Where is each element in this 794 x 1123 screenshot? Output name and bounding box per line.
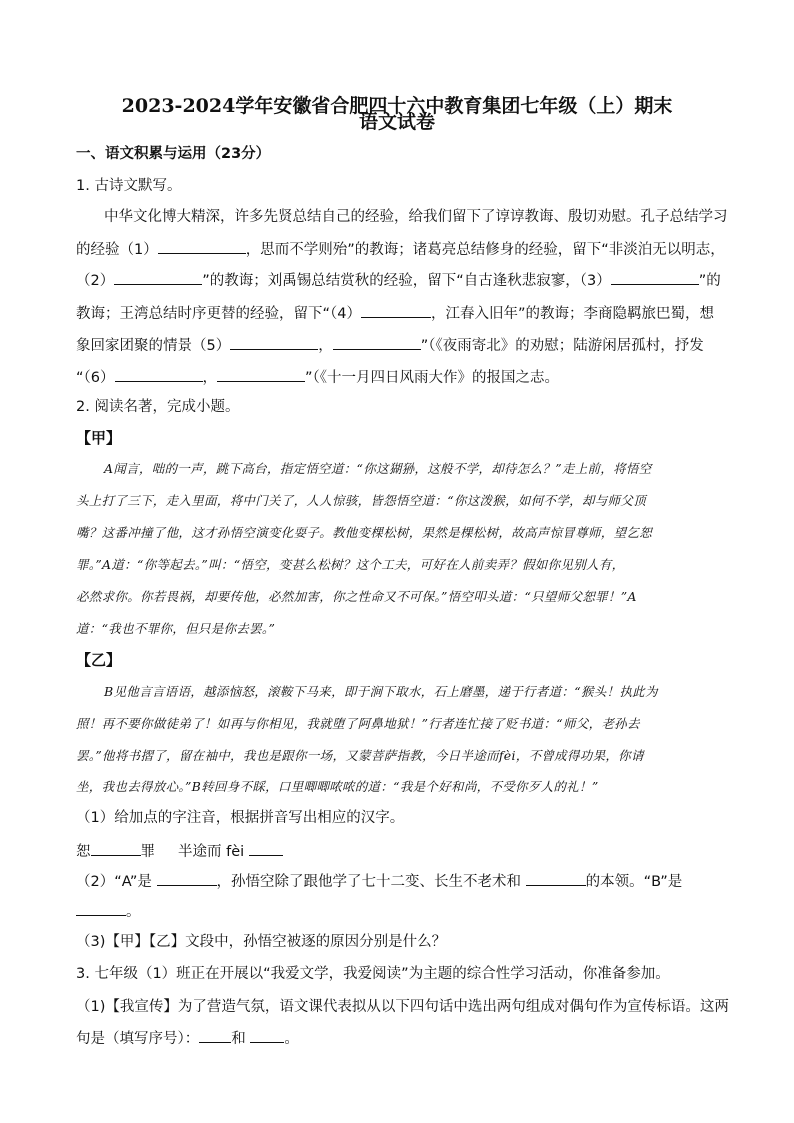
answer-blank[interactable] xyxy=(611,269,699,285)
q2-sub2-text: （2）“A”是 xyxy=(76,874,152,890)
answer-blank[interactable] xyxy=(230,334,318,350)
passage-label-yi: 【乙】 xyxy=(76,651,122,669)
answer-blank[interactable] xyxy=(157,870,217,886)
q1-line-4 xyxy=(76,302,714,324)
passage-jia-line: 头上打了三下，走入里面，将中门关了，人人惊骇，皆怨悟空道：“你这泼猴，如何不学，却与师父顶 xyxy=(76,493,646,508)
pinyin-prompt: 半途而 fèi xyxy=(178,844,245,860)
q1-text: ， xyxy=(318,338,333,354)
passage-jia-line: 必然求你。你若畏祸，却要传他，必然加害，你之性命又不可保。”悟空叩头道：“只望师父恕罪！”A xyxy=(76,589,637,604)
q1-stem: 1. 古诗文默写。 xyxy=(76,178,182,194)
q2-sub2-text: 。 xyxy=(126,904,141,920)
q2-sub1-answers xyxy=(76,840,714,862)
q1-text: ”的 xyxy=(698,273,721,289)
q1-text: 的经验（1） xyxy=(76,242,158,258)
answer-blank[interactable] xyxy=(199,1027,231,1043)
q1-text: （2） xyxy=(76,273,115,289)
q2-stem: 2. 阅读名著，完成小题。 xyxy=(76,399,240,415)
passage-yi-line: 照！再不要你做徒弟了！如再与你相见，我就堕了阿鼻地狱！”行者连忙接了贬书道：“师父，老孙去 xyxy=(76,716,640,731)
q1-line-6 xyxy=(76,366,714,388)
q1-text: 教诲；王湾总结时序更替的经验，留下“（4） xyxy=(76,306,361,322)
q3-text: 句是（填写序号）： xyxy=(76,1031,200,1047)
q1-text: “（6） xyxy=(76,370,115,386)
passage-jia-line: 嘴？这番冲撞了他，这才孙悟空演变化耍子。教他变棵松树，果然是棵松树，故高声惊冒尊师，望乞恕 xyxy=(76,525,653,540)
passage-jia-line: 罪。”A道：“你等起去。”叫：“悟空，变甚么松树？这个工夫，可好在人前卖弄？假如你见别人有， xyxy=(76,557,625,572)
answer-blank[interactable] xyxy=(361,302,431,318)
q1-line-3 xyxy=(76,269,721,291)
answer-blank[interactable] xyxy=(333,334,421,350)
dotted-char: 罪 xyxy=(140,844,155,860)
q2-sub1: （1）给加点的字注音，根据拼音写出相应的汉字。 xyxy=(76,810,405,826)
q2-sub2-cont xyxy=(76,900,714,922)
passage-label-jia: 【甲】 xyxy=(76,429,122,447)
q1-text: ，思而不学则殆”的教诲；诸葛亮总结修身的经验，留下“非淡泊无以明志， xyxy=(245,242,725,258)
q1-text: ，江春入旧年”的教诲；李商隐羁旅巴蜀，想 xyxy=(431,306,715,322)
q1-text: ”（《夜雨寄北》的劝慰；陆游闲居孤村，抒发 xyxy=(420,338,704,354)
q1-text: ”的教诲；刘禹锡总结赏秋的经验，留下“自古逢秋悲寂寥，（3） xyxy=(202,273,611,289)
answer-blank[interactable] xyxy=(250,1027,284,1043)
q3-sub1-line-2 xyxy=(76,1027,714,1049)
answer-blank[interactable] xyxy=(217,366,305,382)
exam-title: 2023-2024学年安徽省合肥四十六中教育集团七年级（上）期末 xyxy=(121,95,673,117)
answer-blank[interactable] xyxy=(76,900,126,916)
q2-sub3: （3)【甲】【乙】文段中，孙悟空被逐的原因分别是什么？ xyxy=(76,934,447,950)
passage-yi-line: 罢。”他将书摺了，留在袖中，我也是跟你一场，又蒙菩萨指教，今日半途而fèi，不曾成得功果，你请 xyxy=(76,748,644,763)
passage-yi-line: B见他言言语语，越添恼怒，滚鞍下马来，即于涧下取水，石上磨墨，递于行者道：“猴头！执此为 xyxy=(104,684,658,699)
q1-line-1: 中华文化博大精深，许多先贤总结自己的经验，给我们留下了谆谆教诲、殷切劝慰。孔子总结学习 xyxy=(104,209,728,225)
answer-blank[interactable] xyxy=(158,238,246,254)
q1-line-2 xyxy=(76,238,725,260)
passage-yi-line: 坐，我也去得放心。”B转回身不睬，口里唧唧哝哝的道：“我是个好和尚，不受你歹人的礼！” xyxy=(76,779,599,794)
q1-line-5 xyxy=(76,334,714,356)
q1-text: ， xyxy=(202,370,217,386)
answer-blank[interactable] xyxy=(526,870,586,886)
answer-blank[interactable] xyxy=(91,840,141,856)
passage-jia-line: 道：“我也不罪你，但只是你去罢。” xyxy=(76,621,276,636)
answer-blank[interactable] xyxy=(114,269,202,285)
exam-subtitle: 语文试卷 xyxy=(358,111,435,133)
q3-sub1-line-1: （1)【我宣传】为了营造气氛，语文课代表拟从以下四句话中选出两句组成对偶句作为宣传标语。这两 xyxy=(76,999,729,1015)
q2-sub2 xyxy=(76,870,714,892)
q3-text: 和 xyxy=(231,1031,246,1047)
q2-sub2-text: ，孙悟空除了跟他学了七十二变、长生不老术和 xyxy=(216,874,521,890)
q1-text: ”（《十一月四日风雨大作》的报国之志。 xyxy=(305,370,560,386)
q3-text: 。 xyxy=(284,1031,299,1047)
q2-sub2-text: 的本领。“B”是 xyxy=(585,874,683,890)
dotted-char: 恕 xyxy=(76,844,91,860)
q1-text: 象回家团聚的情景（5） xyxy=(76,338,231,354)
answer-blank[interactable] xyxy=(249,840,283,856)
answer-blank[interactable] xyxy=(115,366,203,382)
q3-stem: 3. 七年级（1）班正在开展以“我爱文学，我爱阅读”为主题的综合性学习活动，你准备参加。 xyxy=(76,966,670,982)
passage-jia-line: A闻言，咄的一声，跳下高台，指定悟空道：“你这猢狲，这般不学，却待怎么？”走上前，将悟空 xyxy=(104,461,652,476)
section-heading: 一、语文积累与运用（23分） xyxy=(76,146,271,162)
